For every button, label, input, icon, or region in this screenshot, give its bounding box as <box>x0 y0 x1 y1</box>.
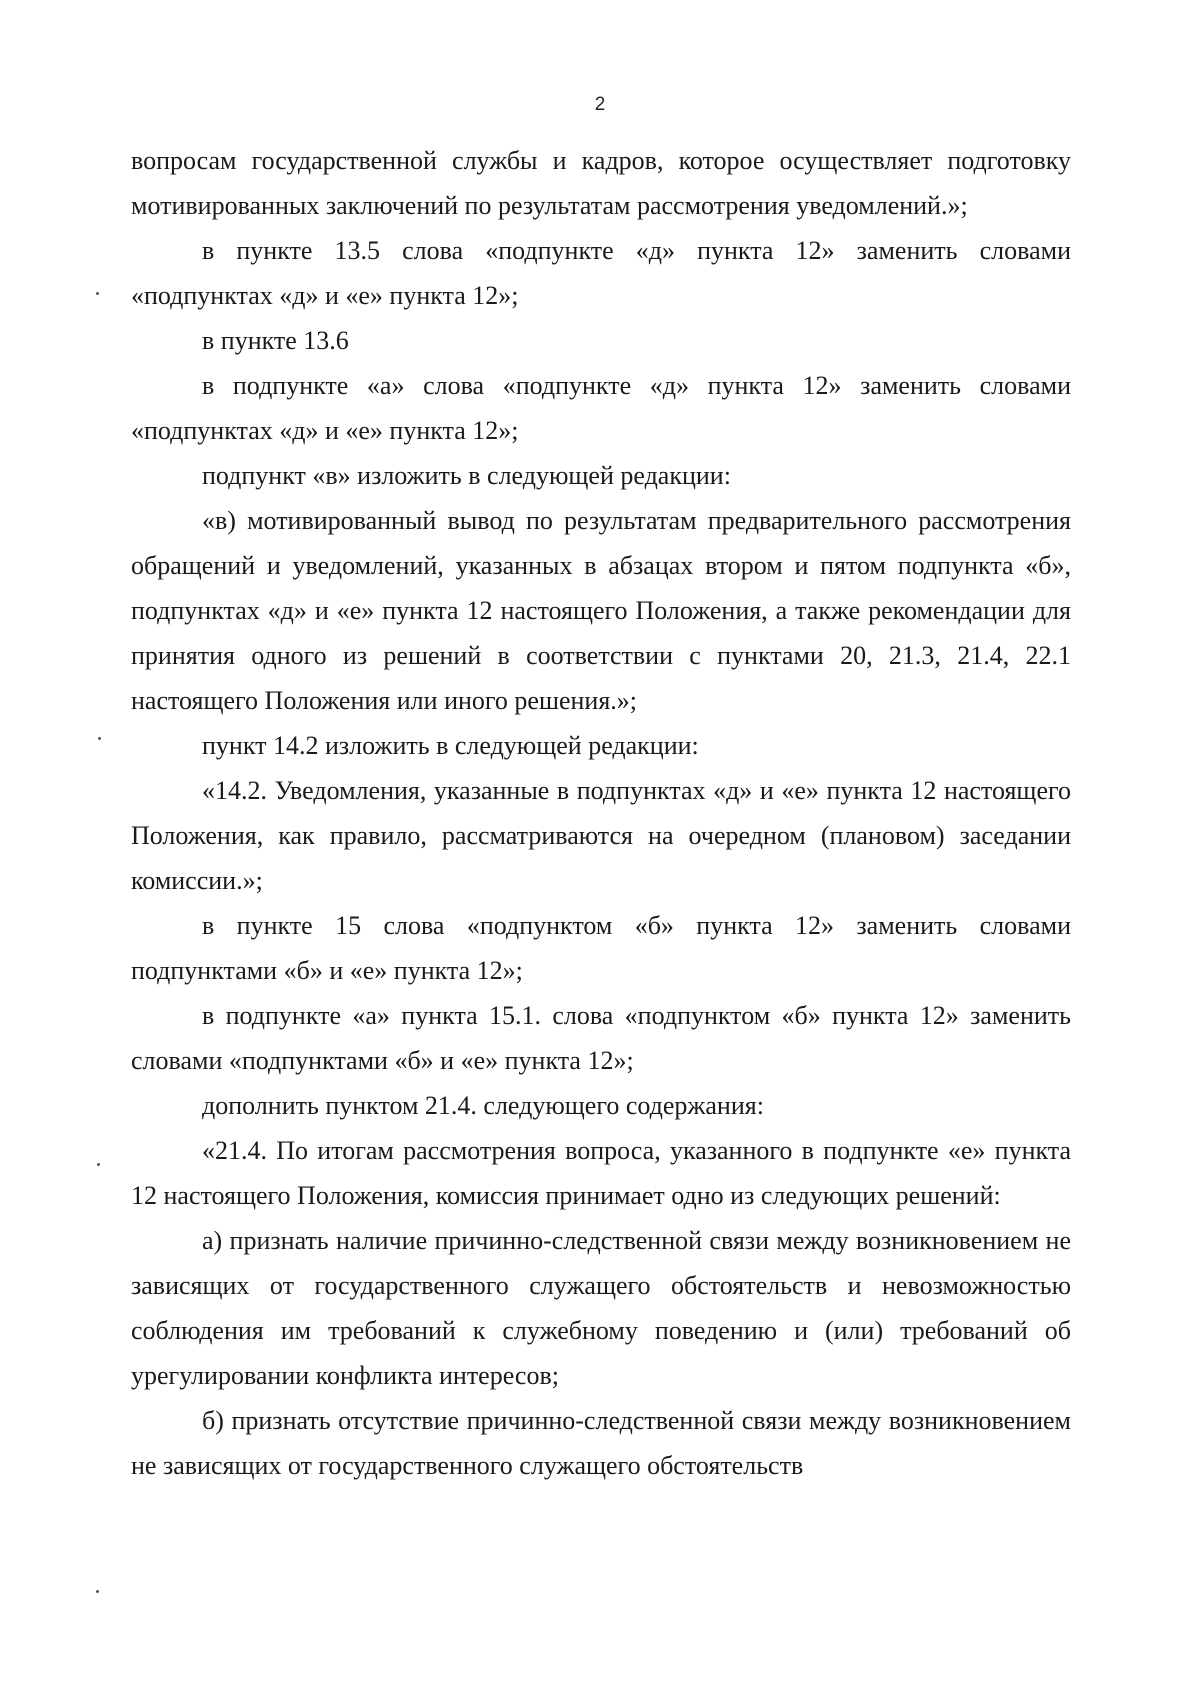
paragraph-2: в пункте 13.5 слова «подпункте «д» пункта 12» заменить словами «подпунктах «д» и «е» пункта 12»; <box>131 236 1071 310</box>
paragraph-4: в подпункте «а» слова «подпункте «д» пункта 12» заменить словами «подпунктах «д» и «е» пункта 12»; <box>131 371 1071 445</box>
paragraph-5: подпункт «в» изложить в следующей редакции: <box>202 461 731 490</box>
paragraph-6: «в) мотивированный вывод по результатам предварительного рассмотрения обращений и уведомлений, указанных в абзацах втором и пятом подпункта «б», подпунктах «д» и «е» пункта 12 настоящего Положения, а также рекомендации для принятия одного из решений в соответствии с пунктами 20, 21.3, 21.4, 22.1 настоящего Положения или иного решения.»; <box>131 506 1071 715</box>
paragraph-9: в пункте 15 слова «подпунктом «б» пункта 12» заменить словами подпунктами «б» и «е» пункта 12»; <box>131 911 1071 985</box>
scan-speck <box>96 292 99 295</box>
page-number: 2 <box>594 94 606 115</box>
paragraph-13: а) признать наличие причинно-следственной связи между возникновением не зависящих от государственного служащего обстоятельств и невозможностью соблюдения им требований к служебному поведению и (или) требований об урегулировании конфликта интересов; <box>131 1226 1071 1390</box>
paragraph-11: дополнить пунктом 21.4. следующего содержания: <box>202 1091 764 1120</box>
paragraph-14: б) признать отсутствие причинно-следственной связи между возникновением не зависящих от государственного служащего обстоятельств <box>131 1406 1071 1480</box>
scan-speck <box>96 1590 99 1593</box>
paragraph-10: в подпункте «а» пункта 15.1. слова «подпунктом «б» пункта 12» заменить словами «подпунктами «б» и «е» пункта 12»; <box>131 1001 1071 1075</box>
scan-speck <box>97 1163 100 1166</box>
paragraph-7: пункт 14.2 изложить в следующей редакции: <box>202 731 699 760</box>
paragraph-12: «21.4. По итогам рассмотрения вопроса, указанного в подпункте «е» пункта 12 настоящего Положения, комиссия принимает одно из следующих решений: <box>131 1136 1071 1210</box>
paragraph-3: в пункте 13.6 <box>202 326 349 355</box>
paragraph-1: вопросам государственной службы и кадров, которое осуществляет подготовку мотивированных заключений по результатам рассмотрения уведомлений.»; <box>131 146 1071 220</box>
paragraph-8: «14.2. Уведомления, указанные в подпунктах «д» и «е» пункта 12 настоящего Положения, как правило, рассматриваются на очередном (плановом) заседании комиссии.»; <box>131 776 1071 895</box>
scan-speck <box>98 737 101 740</box>
document-body <box>131 138 1071 1488</box>
